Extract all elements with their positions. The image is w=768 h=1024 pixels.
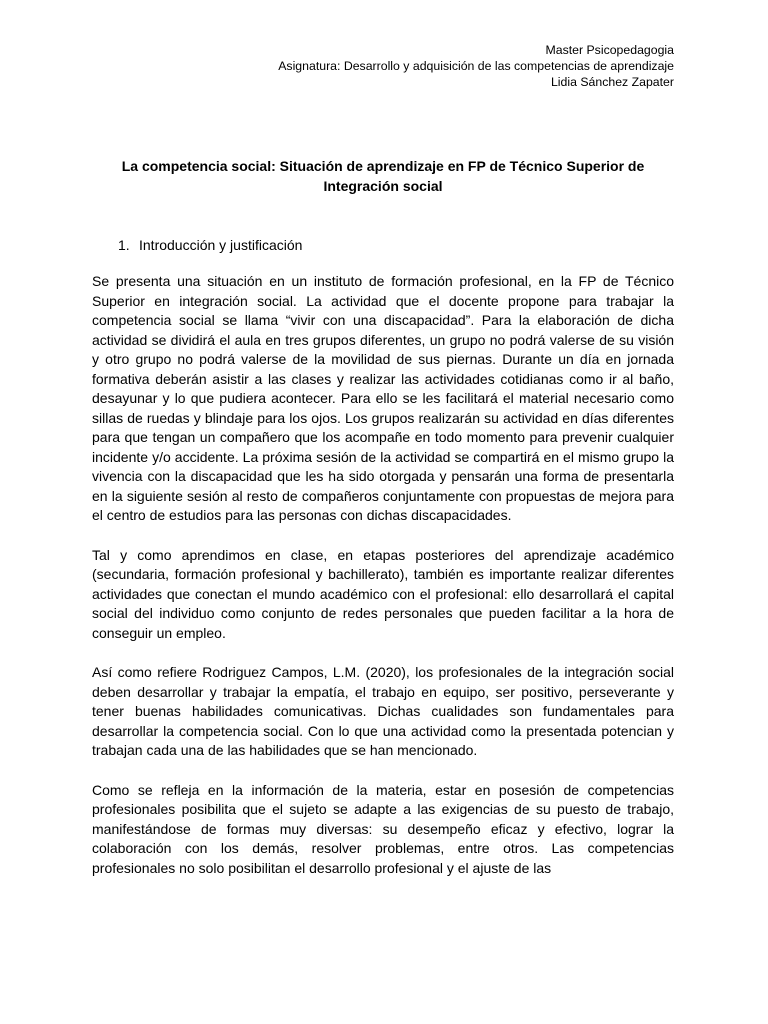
section-heading <box>118 235 302 255</box>
section-title: Introducción y justificación <box>139 237 303 253</box>
paragraph: Se presenta una situación en un instituto de formación profesional, en la FP de Técnico Superior en integración social. La actividad que el docente propone para trabajar la competencia social se llama “vivir con una discapacidad”. Para la elaboración de dicha actividad se dividirá el aula en tres grupos diferentes, un grupo no podrá valerse de su visión y otro grupo no podrá valerse de la movilidad de sus piernas. Durante un día en jornada formativa deberán asistir a las clases y realizar las actividades cotidianas como ir al baño, desayunar y lo que pudiera acontecer. Para ello se les facilitará el material necesario como sillas de ruedas y blindaje para los ojos. Los grupos realizarán su actividad en días diferentes para que tengan un compañero que los acompañe en todo momento para prevenir cualquier incidente y/o accidente. La próxima sesión de la actividad se compartirá en el mismo grupo la vivencia con la discapacidad que les ha sido otorgada y pensarán una forma de presentarla en la siguiente sesión al resto de compañeros conjuntamente con propuestas de mejora para el centro de estudios para las personas con dichas discapacidades. <box>92 273 674 523</box>
title-line-2: Integración social <box>323 178 443 194</box>
paragraph: Como se refleja en la información de la materia, estar en posesión de competencias profesionales posibilita que el sujeto se adapte a las exigencias de su puesto de trabajo, manifestándose de formas muy diversas: su desempeño eficaz y efectivo, lograr la colaboración con los demás, resolver problemas, entre otros. Las competencias profesionales no solo posibilitan el desarrollo profesional y el ajuste de las <box>92 781 674 876</box>
header-author: Lidia Sánchez Zapater <box>550 75 674 89</box>
document-title <box>93 156 673 196</box>
header-program: Master Psicopedagogia <box>545 43 674 57</box>
page-header <box>278 42 674 90</box>
header-subject: Asignatura: Desarrollo y adquisición de las competencias de aprendizaje <box>278 59 674 73</box>
paragraph: Tal y como aprendimos en clase, en etapas posteriores del aprendizaje académico (secundaria, formación profesional y bachillerato), también es importante realizar diferentes actividades que conectan el mundo académico con el profesional: ello desarrollará el capital social del individuo como conjunto de redes personales que pueden facilitar a la hora de conseguir un empleo. <box>92 546 674 641</box>
section-number: 1. <box>118 237 130 253</box>
title-line-1: La competencia social: Situación de aprendizaje en FP de Técnico Superior de <box>121 158 645 174</box>
paragraph: Así como refiere Rodriguez Campos, L.M. (2020), los profesionales de la integración social deben desarrollar y trabajar la empatía, el trabajo en equipo, ser positivo, perseverante y tener buenas habilidades comunicativas. Dichas cualidades son fundamentales para desarrollar la competencia social. Con lo que una actividad como la presentada potencian y trabajan cada una de las habilidades que se han mencionado. <box>92 664 674 758</box>
body-text <box>92 272 674 898</box>
